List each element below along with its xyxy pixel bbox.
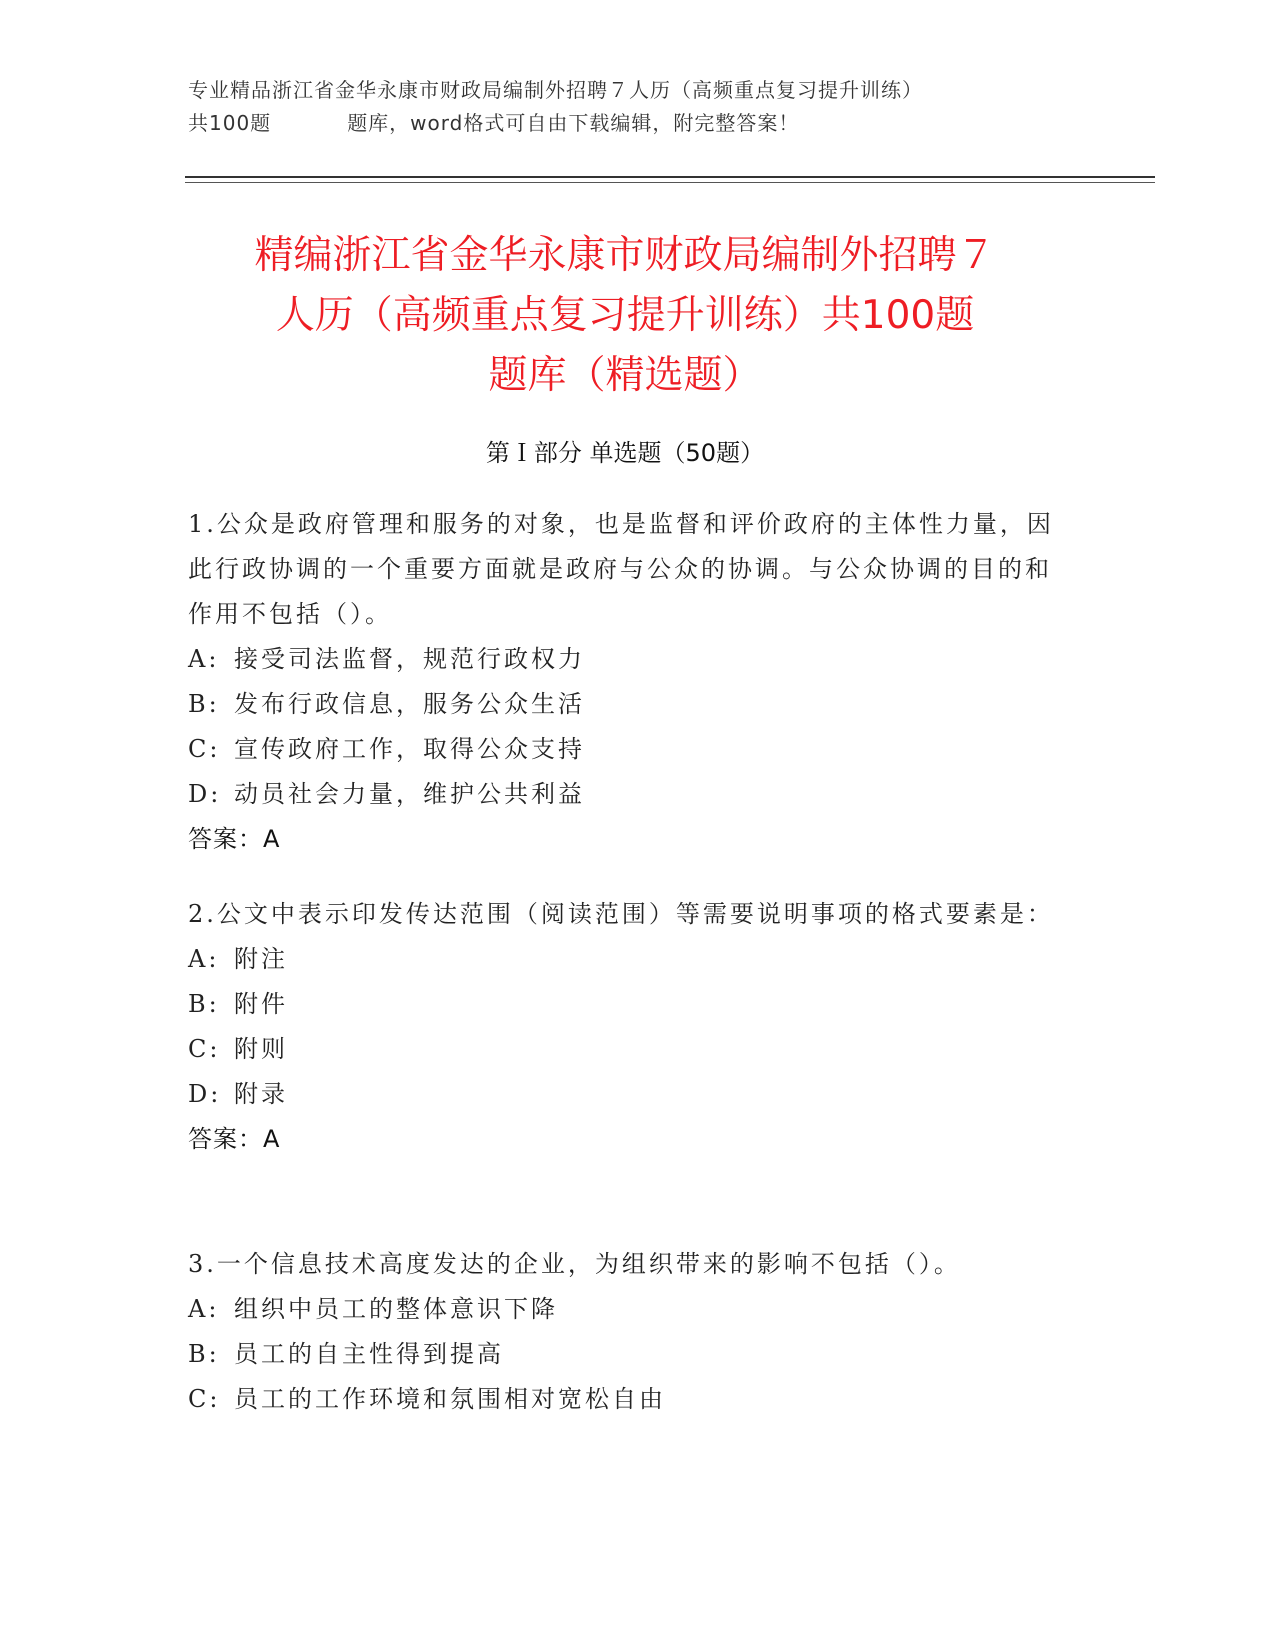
- option-text: 组织中员工的整体意识下降: [234, 1295, 558, 1323]
- option-text: 附注: [234, 945, 288, 973]
- option-letter: D:: [188, 1080, 222, 1108]
- option-letter: D:: [188, 780, 222, 808]
- option-a: [188, 637, 1068, 682]
- answer-line: 答案：A: [188, 825, 281, 853]
- header-rule-thin: [185, 182, 1155, 183]
- option-letter: C:: [188, 1385, 221, 1413]
- option-d: [188, 772, 1068, 817]
- header-line-1: 专业精品浙江省金华永康市财政局编制外招聘７人历（高频重点复习提升训练）: [188, 78, 923, 102]
- option-c: [188, 727, 1068, 772]
- option-letter: A:: [188, 945, 220, 973]
- question-stem: 3.一个信息技术高度发达的企业，为组织带来的影响不包括（）。: [188, 1250, 961, 1278]
- section-heading: 第Ｉ部分 单选题（50题）: [485, 439, 765, 467]
- question-1: [188, 502, 1068, 862]
- option-c: [188, 1377, 1068, 1422]
- answer-line: 答案：A: [188, 1125, 281, 1153]
- option-a: [188, 937, 1068, 982]
- option-text: 动员社会力量，维护公共利益: [234, 780, 585, 808]
- option-letter: B:: [188, 1340, 220, 1368]
- option-text: 发布行政信息，服务公众生活: [234, 690, 585, 718]
- title-line-2: 人历（高频重点复习提升训练）共100题: [275, 293, 975, 338]
- running-header: [188, 74, 1068, 140]
- option-letter: A:: [188, 1295, 220, 1323]
- option-b: [188, 982, 1068, 1027]
- option-d: [188, 1072, 1068, 1117]
- option-text: 附录: [234, 1080, 288, 1108]
- option-letter: B:: [188, 990, 220, 1018]
- option-text: 附则: [234, 1035, 288, 1063]
- option-a: [188, 1287, 1068, 1332]
- option-text: 宣传政府工作，取得公众支持: [234, 735, 585, 763]
- option-letter: C:: [188, 1035, 221, 1063]
- header-line-2-right: 题库，word格式可自由下载编辑，附完整答案！: [347, 111, 800, 135]
- header-line-2: [188, 107, 1068, 140]
- option-text: 员工的自主性得到提高: [234, 1340, 504, 1368]
- document-title: [185, 226, 1065, 406]
- title-line-1: 精编浙江省金华永康市财政局编制外招聘７: [254, 233, 996, 278]
- option-text: 员工的工作环境和氛围相对宽松自由: [234, 1385, 666, 1413]
- option-letter: A:: [188, 645, 220, 673]
- header-line-2-left: 共100题: [188, 111, 272, 135]
- option-text: 接受司法监督，规范行政权力: [234, 645, 585, 673]
- question-2: [188, 892, 1068, 1162]
- option-letter: B:: [188, 690, 220, 718]
- header-rule-thick: [185, 176, 1155, 178]
- option-letter: C:: [188, 735, 221, 763]
- question-stem: 2.公文中表示印发传达范围（阅读范围）等需要说明事项的格式要素是：: [188, 900, 1054, 928]
- title-line-3: 题库（精选题）: [488, 353, 762, 398]
- option-text: 附件: [234, 990, 288, 1018]
- option-b: [188, 682, 1068, 727]
- option-b: [188, 1332, 1068, 1377]
- question-stem: 1.公众是政府管理和服务的对象，也是监督和评价政府的主体性力量，因此行政协调的一个重要方面就是政府与公众的协调。与公众协调的目的和作用不包括（）。: [188, 510, 1054, 628]
- question-3: [188, 1242, 1068, 1422]
- option-c: [188, 1027, 1068, 1072]
